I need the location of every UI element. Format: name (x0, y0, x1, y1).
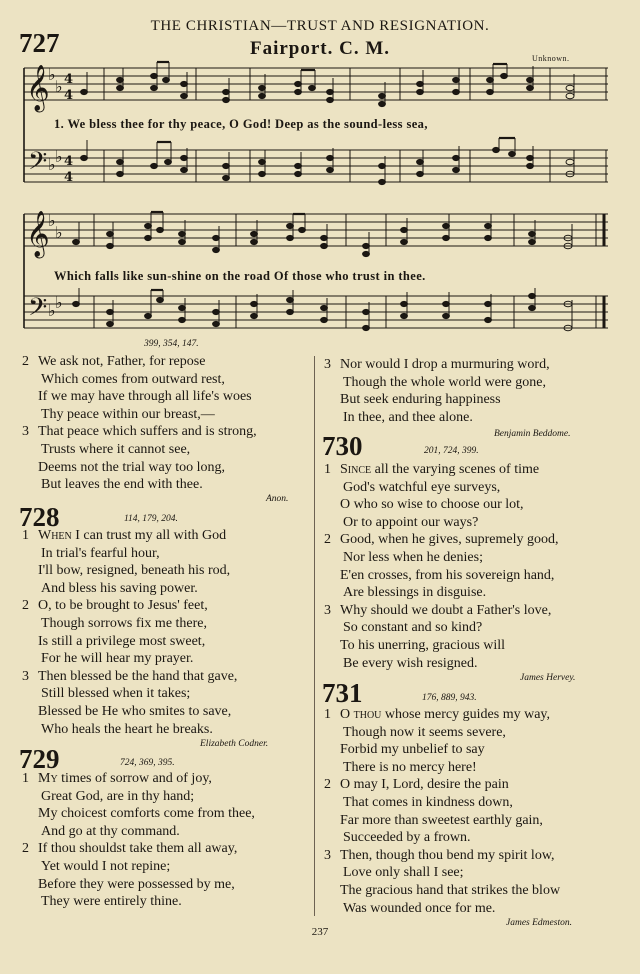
page-number: 237 (311, 926, 329, 938)
hymn-728-tune-refs: 114, 179, 204. (124, 514, 178, 524)
hymn-728-cont-author: Benjamin Beddome. (494, 429, 571, 439)
svg-text:♭: ♭ (55, 293, 63, 312)
hymn-727-stanza-2: 2 We ask not, Father, for repose Which comes from outward rest, If we may have through all life's woes Thy peace within our breast,— 3 That peace which suffers and is strong, Trusts where it cannot see, Deems not the trial way too long, But leaves the end with thee. (22, 354, 257, 493)
hymn-727-number: 727 (19, 28, 60, 58)
lyric-line-1: 1. We bless thee for thy peace, O God! Deep as the sound-less sea, (54, 117, 428, 131)
hymn-729-tune-refs: 724, 369, 395. (120, 758, 175, 768)
hymn-731-number: 731 (322, 678, 363, 708)
svg-text:♭: ♭ (48, 155, 56, 174)
svg-text:4: 4 (64, 72, 74, 87)
svg-text:4: 4 (64, 154, 74, 169)
hymn-731-stanzas: 1 O thou whose mercy guides my way, Though now it seems severe, Forbid my unbelief to say There is no mercy here! 2 O may I, Lord, desire the pain That comes in kindness down, Far more than sweetest earthly gain, Succeeded by a frown. 3 Then, though thou bend my spirit low, Love only shall I see; The gracious hand that strikes the blow Was wounded once for me. (324, 707, 561, 916)
svg-text:♭: ♭ (55, 147, 63, 166)
svg-text:𝄞: 𝄞 (26, 65, 50, 111)
hymn-728-stanzas: 1 When I can trust my all with God In trial's fearful hour, I'll bow, resigned, beneath his rod, And bless his saving power. 2 O, to be brought to Jesus' feet, Though sorrows fix me there, Is still a privilege most sweet, For he will hear my prayer. 3 Then blessed be the hand that gave, Still blessed when it takes; Blessed be He who smites to save, Who heals the heart he breaks. (22, 528, 238, 737)
hymn-727-author: Anon. (266, 494, 289, 504)
hymn-730-stanzas: 1 Since all the varying scenes of time God's watchful eye surveys, O who so wise to choose our lot, Or to appoint our ways? 2 Good, when he gives, supremely good, Nor less when he denies; E'en crosses, from his sovereign hand, Are blessings in disguise. 3 Why should we doubt a Father's love, So constant and so kind? To his unerring, gracious will Be every wish resigned. (324, 462, 559, 671)
hymn-730-number: 730 (322, 431, 363, 461)
tune-name: Fairport. C. M. (249, 38, 391, 59)
hymn-728-number: 728 (19, 502, 60, 532)
hymn-730-tune-refs: 201, 724, 399. (424, 446, 479, 456)
svg-text:♭: ♭ (55, 223, 63, 242)
hymn-729-stanzas: 1 My times of sorrow and of joy, Great God, are in thy hand; My choicest comforts come from thee, And go at thy command. 2 If thou shouldst take them all away, Yet would I not repine; Before they were possessed by me, They were entirely thine. (22, 771, 255, 910)
lyric-line-2: Which falls like sun-shine on the road Of those who trust in thee. (54, 269, 426, 283)
svg-text:4: 4 (64, 170, 74, 185)
svg-text:♭: ♭ (48, 211, 56, 230)
hymn-729-number: 729 (19, 744, 60, 774)
hymn-728-author: Elizabeth Codner. (200, 739, 269, 749)
svg-text:♭: ♭ (55, 77, 63, 96)
svg-text:𝄞: 𝄞 (26, 211, 50, 257)
svg-text:𝄢: 𝄢 (28, 147, 48, 182)
svg-text:♭: ♭ (48, 301, 56, 320)
composer: Unknown. (532, 54, 570, 63)
hymn-727-tune-refs: 399, 354, 147. (144, 339, 199, 349)
hymn-728-stanza-3-cont: 3 Nor would I drop a murmuring word, Though the whole world were gone, But seek enduring happiness In thee, and thee alone. (324, 357, 550, 425)
column-divider (314, 356, 315, 916)
svg-text:4: 4 (64, 88, 74, 103)
running-header: THE CHRISTIAN—TRUST AND RESIGNATION. (150, 18, 490, 34)
svg-text:𝄢: 𝄢 (28, 293, 48, 328)
svg-text:♭: ♭ (48, 65, 56, 84)
hymn-731-tune-refs: 176, 889, 943. (422, 693, 477, 703)
hymn-731-author: James Edmeston. (506, 918, 572, 928)
hymn-730-author: James Hervey. (520, 673, 576, 683)
music-score (0, 0, 640, 340)
